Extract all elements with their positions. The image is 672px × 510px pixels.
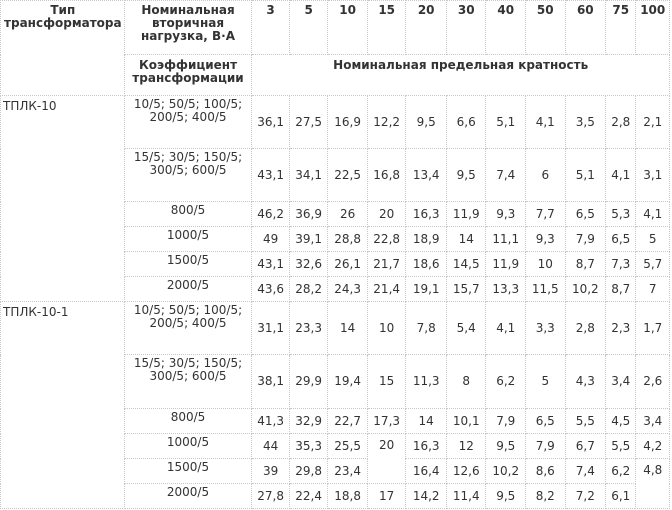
value-cell: 9,5 — [446, 149, 486, 202]
value-cell: 7,4 — [565, 459, 606, 484]
value-cell: 7,8 — [406, 302, 447, 355]
header-load: Номинальная вторичная нагрузка, В·А — [124, 1, 252, 55]
value-cell: 12,6 — [446, 459, 486, 484]
value-cell: 1,7 — [636, 302, 670, 355]
value-cell: 38,1 — [252, 355, 290, 409]
value-cell: 5,1 — [486, 96, 526, 149]
value-cell: 41,3 — [252, 409, 290, 434]
value-cell: 27,5 — [289, 96, 328, 149]
value-cell: 39 — [252, 459, 290, 484]
value-cell: 4,1 — [526, 96, 566, 149]
value-cell: 18,6 — [406, 252, 447, 277]
value-cell: 6,5 — [606, 227, 636, 252]
value-cell: 26,1 — [328, 252, 368, 277]
value-cell: 11,4 — [446, 484, 486, 509]
value-cell: 8,6 — [526, 459, 566, 484]
header-coef: Коэффициент трансформации — [124, 55, 252, 96]
value-cell: 27,8 — [252, 484, 290, 509]
value-cell: 11,1 — [486, 227, 526, 252]
value-cell: 8 — [446, 355, 486, 409]
header-load-value: 100 — [636, 1, 670, 55]
value-cell: 22,7 — [328, 409, 368, 434]
value-cell: 17 — [367, 484, 406, 509]
value-cell: 11,5 — [526, 277, 566, 302]
value-cell: 4,1 — [636, 202, 670, 227]
ratio-cell: 1000/5 — [124, 434, 252, 459]
value-cell: 21,4 — [367, 277, 406, 302]
value-cell: 10 — [526, 252, 566, 277]
value-cell: 6,1 — [606, 484, 636, 509]
ratio-cell: 2000/5 — [124, 484, 252, 509]
value-cell: 14 — [328, 302, 368, 355]
value-cell: 10 — [367, 302, 406, 355]
value-cell: 10,2 — [486, 459, 526, 484]
value-cell: 7,9 — [565, 227, 606, 252]
value-cell: 18,9 — [406, 227, 447, 252]
header-load-value: 75 — [606, 1, 636, 55]
value-cell: 6,6 — [446, 96, 486, 149]
value-cell: 43,1 — [252, 252, 290, 277]
value-cell: 7,3 — [606, 252, 636, 277]
value-cell: 10,2 — [565, 277, 606, 302]
value-cell: 9,3 — [526, 227, 566, 252]
value-cell: 6,2 — [606, 459, 636, 484]
value-cell: 32,9 — [289, 409, 328, 434]
value-cell: 5,5 — [606, 434, 636, 459]
value-cell: 4,1 — [486, 302, 526, 355]
ratio-cell: 800/5 — [124, 409, 252, 434]
value-cell: 7,9 — [526, 434, 566, 459]
value-cell: 8,2 — [526, 484, 566, 509]
value-cell: 16,8 — [367, 149, 406, 202]
value-cell: 26 — [328, 202, 368, 227]
value-cell: 3,1 — [636, 149, 670, 202]
ratio-cell: 15/5; 30/5; 150/5; 300/5; 600/5 — [124, 149, 252, 202]
header-limit-multiplicity: Номинальная предельная кратность — [252, 55, 670, 96]
value-cell: 20 — [367, 202, 406, 227]
value-cell: 13,3 — [486, 277, 526, 302]
value-cell: 16,3 — [406, 434, 447, 459]
value-cell: 13,4 — [406, 149, 447, 202]
header-load-value: 15 — [367, 1, 406, 55]
value-cell: 6,5 — [565, 202, 606, 227]
value-cell: 19,4 — [328, 355, 368, 409]
value-cell: 7,7 — [526, 202, 566, 227]
value-cell: 43,1 — [252, 149, 290, 202]
value-cell: 14 — [406, 409, 447, 434]
value-cell: 8,7 — [606, 277, 636, 302]
header-load-value: 50 — [526, 1, 566, 55]
value-cell: 3,4 — [636, 409, 670, 434]
value-cell: 4,5 — [606, 409, 636, 434]
ratio-cell: 1500/5 — [124, 252, 252, 277]
value-cell: 28,8 — [328, 227, 368, 252]
ratio-cell: 800/5 — [124, 202, 252, 227]
ratio-cell: 2000/5 — [124, 277, 252, 302]
value-cell: 32,6 — [289, 252, 328, 277]
header-load-value: 20 — [406, 1, 447, 55]
value-cell: 22,8 — [367, 227, 406, 252]
value-cell: 36,9 — [289, 202, 328, 227]
table-row — [1, 96, 670, 149]
ratio-cell: 1000/5 — [124, 227, 252, 252]
value-cell: 17,3 — [367, 409, 406, 434]
table-row — [1, 302, 670, 355]
value-cell: 5,7 — [636, 252, 670, 277]
value-cell: 4,2 — [636, 434, 670, 459]
value-cell: 36,1 — [252, 96, 290, 149]
value-cell: 15 — [367, 355, 406, 409]
value-cell: 18,8 — [328, 484, 368, 509]
value-cell: 14,5 — [446, 252, 486, 277]
value-cell: 39,1 — [289, 227, 328, 252]
value-cell: 31,1 — [252, 302, 290, 355]
value-cell: 12,2 — [367, 96, 406, 149]
value-cell: 5 — [636, 227, 670, 252]
value-cell: 6,2 — [486, 355, 526, 409]
value-cell: 2,8 — [565, 302, 606, 355]
value-cell: 5,1 — [565, 149, 606, 202]
header-load-value: 40 — [486, 1, 526, 55]
value-cell: 14,2 — [406, 484, 447, 509]
header-row-loads — [1, 1, 670, 55]
value-cell: 4,8 — [636, 459, 670, 509]
header-load-value: 5 — [289, 1, 328, 55]
value-cell: 9,3 — [486, 202, 526, 227]
ratio-cell: 1500/5 — [124, 459, 252, 484]
value-cell: 6 — [526, 149, 566, 202]
value-cell: 16,4 — [406, 459, 447, 484]
value-cell: 11,3 — [406, 355, 447, 409]
value-cell: 19,1 — [406, 277, 447, 302]
ratio-cell: 15/5; 30/5; 150/5; 300/5; 600/5 — [124, 355, 252, 409]
type-cell: ТПЛК-10 — [1, 96, 125, 302]
value-cell: 2,1 — [636, 96, 670, 149]
value-cell: 7,2 — [565, 484, 606, 509]
value-cell: 23,4 — [328, 459, 368, 484]
value-cell: 10,1 — [446, 409, 486, 434]
value-cell: 16,3 — [406, 202, 447, 227]
value-cell: 21,7 — [367, 252, 406, 277]
ratio-cell: 10/5; 50/5; 100/5; 200/5; 400/5 — [124, 96, 252, 149]
value-cell: 44 — [252, 434, 290, 459]
value-cell: 43,6 — [252, 277, 290, 302]
value-cell: 5,3 — [606, 202, 636, 227]
type-cell: ТПЛК-10-1 — [1, 302, 125, 509]
value-cell: 3,3 — [526, 302, 566, 355]
value-cell: 2,3 — [606, 302, 636, 355]
value-cell: 16,9 — [328, 96, 368, 149]
header-load-value: 60 — [565, 1, 606, 55]
value-cell: 2,6 — [636, 355, 670, 409]
header-load-value: 30 — [446, 1, 486, 55]
value-cell: 5,4 — [446, 302, 486, 355]
value-cell: 3,5 — [565, 96, 606, 149]
value-cell: 5,5 — [565, 409, 606, 434]
value-cell: 20 — [367, 434, 406, 484]
value-cell: 8,7 — [565, 252, 606, 277]
value-cell: 2,8 — [606, 96, 636, 149]
value-cell: 7,9 — [486, 409, 526, 434]
value-cell: 6,5 — [526, 409, 566, 434]
value-cell: 4,3 — [565, 355, 606, 409]
value-cell: 35,3 — [289, 434, 328, 459]
value-cell: 28,2 — [289, 277, 328, 302]
value-cell: 12 — [446, 434, 486, 459]
header-load-value: 10 — [328, 1, 368, 55]
value-cell: 7 — [636, 277, 670, 302]
value-cell: 3,4 — [606, 355, 636, 409]
value-cell: 4,1 — [606, 149, 636, 202]
value-cell: 23,3 — [289, 302, 328, 355]
value-cell: 46,2 — [252, 202, 290, 227]
value-cell: 6,7 — [565, 434, 606, 459]
value-cell: 14 — [446, 227, 486, 252]
value-cell: 9,5 — [486, 484, 526, 509]
value-cell: 7,4 — [486, 149, 526, 202]
ratio-cell: 10/5; 50/5; 100/5; 200/5; 400/5 — [124, 302, 252, 355]
value-cell: 29,8 — [289, 459, 328, 484]
value-cell: 49 — [252, 227, 290, 252]
value-cell: 22,5 — [328, 149, 368, 202]
header-type: Тип трансформатора — [1, 1, 125, 96]
value-cell: 34,1 — [289, 149, 328, 202]
value-cell: 5 — [526, 355, 566, 409]
value-cell: 25,5 — [328, 434, 368, 459]
value-cell: 9,5 — [406, 96, 447, 149]
value-cell: 15,7 — [446, 277, 486, 302]
value-cell: 24,3 — [328, 277, 368, 302]
value-cell: 22,4 — [289, 484, 328, 509]
value-cell: 11,9 — [446, 202, 486, 227]
header-load-value: 3 — [252, 1, 290, 55]
value-cell: 29,9 — [289, 355, 328, 409]
value-cell: 9,5 — [486, 434, 526, 459]
value-cell: 11,9 — [486, 252, 526, 277]
